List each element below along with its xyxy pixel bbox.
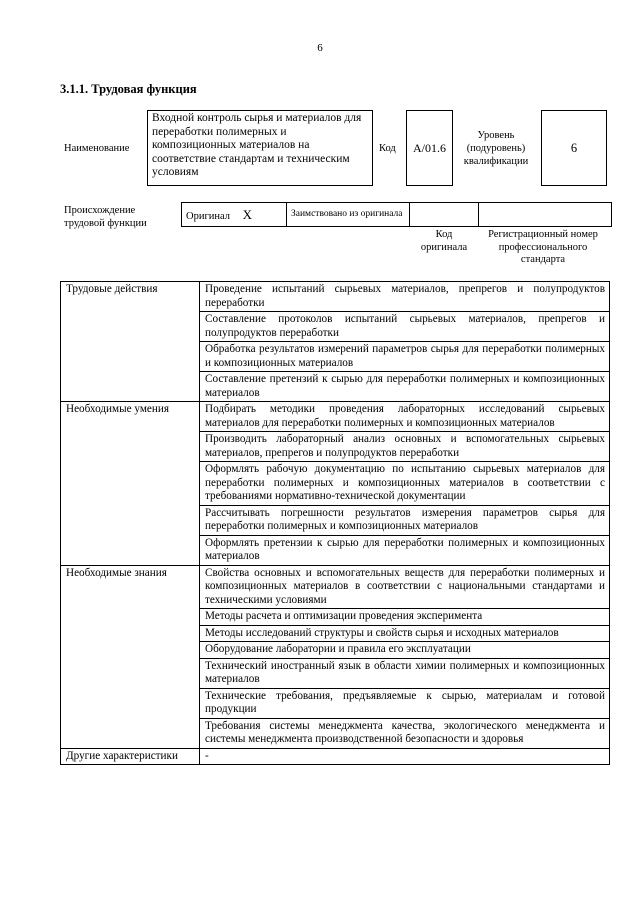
borrowed-cell: Заимствовано из оригинала bbox=[287, 203, 410, 227]
origin-label: Происхождение трудовой функции bbox=[64, 205, 147, 229]
origin-table bbox=[181, 202, 612, 227]
table-cell: Технический иностранный язык в области химии полимерных и композиционных материалов bbox=[200, 658, 610, 688]
reg-number-cell bbox=[479, 203, 612, 227]
table-cell: Методы исследований структуры и свойств сырья и исходных материалов bbox=[200, 625, 610, 642]
code-original-cell bbox=[410, 203, 479, 227]
table-cell: Составление протоколов испытаний сырьевых материалов, препрегов и полупродуктов переработки bbox=[200, 312, 610, 342]
function-details-table bbox=[60, 281, 610, 765]
reg-number-caption: Регистрационный номер профессионального стандарта bbox=[488, 229, 598, 265]
table-cell: Оформлять рабочую документацию по испытанию сырьевых материалов для переработки полимерных и композиционных материалов в соответствии с требованиями нормативно-технической документации bbox=[200, 462, 610, 506]
level-value-box: 6 bbox=[541, 110, 607, 186]
original-mark: X bbox=[242, 206, 253, 222]
section-label: Необходимые умения bbox=[61, 402, 200, 566]
function-name-box: Входной контроль сырья и материалов для переработки полимерных и композиционных материалов на соответствие стандартам и техническим условиям bbox=[147, 110, 373, 186]
section-title: 3.1.1. Трудовая функция bbox=[60, 82, 197, 96]
table-cell: Проведение испытаний сырьевых материалов, препрегов и полупродуктов переработки bbox=[200, 282, 610, 312]
table-cell: Свойства основных и вспомогательных веществ для переработки полимерных и композиционных материалов в соответствии с национальными стандартами и техническими условиями bbox=[200, 565, 610, 609]
table-cell: Рассчитывать погрешности результатов измерения параметров сырья для переработки полимерных и композиционных материалов bbox=[200, 505, 610, 535]
table-cell: Обработка результатов измерений параметров сырья для переработки полимерных и композиционных материалов bbox=[200, 342, 610, 372]
table-cell: Подбирать методики проведения лабораторных исследований сырьевых материалов для переработки полимерных и композиционных материалов bbox=[200, 402, 610, 432]
name-label: Наименование bbox=[64, 143, 130, 154]
table-cell: - bbox=[200, 748, 610, 765]
original-cell bbox=[182, 203, 287, 227]
original-label: Оригинал bbox=[186, 210, 230, 222]
table-row bbox=[61, 402, 610, 432]
table-row bbox=[61, 748, 610, 765]
table-cell: Производить лабораторный анализ основных и вспомогательных сырьевых материалов, препрегов и полупродуктов переработки bbox=[200, 432, 610, 462]
page-number: 6 bbox=[317, 42, 323, 54]
code-original-caption: Код оригинала bbox=[420, 229, 468, 253]
section-label: Другие характеристики bbox=[61, 748, 200, 765]
table-cell: Требования системы менеджмента качества, экологического менеджмента и системы менеджмента производственной безопасности и здоровья bbox=[200, 718, 610, 748]
level-label: Уровень (подуровень) квалификации bbox=[463, 130, 529, 167]
table-cell: Методы расчета и оптимизации проведения эксперимента bbox=[200, 609, 610, 626]
table-cell: Технические требования, предъявляемые к сырью, материалам и готовой продукции bbox=[200, 688, 610, 718]
table-cell: Оформлять претензии к сырью для переработки полимерных и композиционных материалов bbox=[200, 535, 610, 565]
section-label: Необходимые знания bbox=[61, 565, 200, 748]
table-row bbox=[61, 565, 610, 609]
table-cell: Оборудование лаборатории и правила его эксплуатации bbox=[200, 642, 610, 659]
table-cell: Составление претензий к сырью для переработки полимерных и композиционных материалов bbox=[200, 372, 610, 402]
function-code-box: А/01.6 bbox=[406, 110, 453, 186]
section-label: Трудовые действия bbox=[61, 282, 200, 402]
table-row bbox=[61, 282, 610, 312]
code-label: Код bbox=[379, 143, 396, 154]
